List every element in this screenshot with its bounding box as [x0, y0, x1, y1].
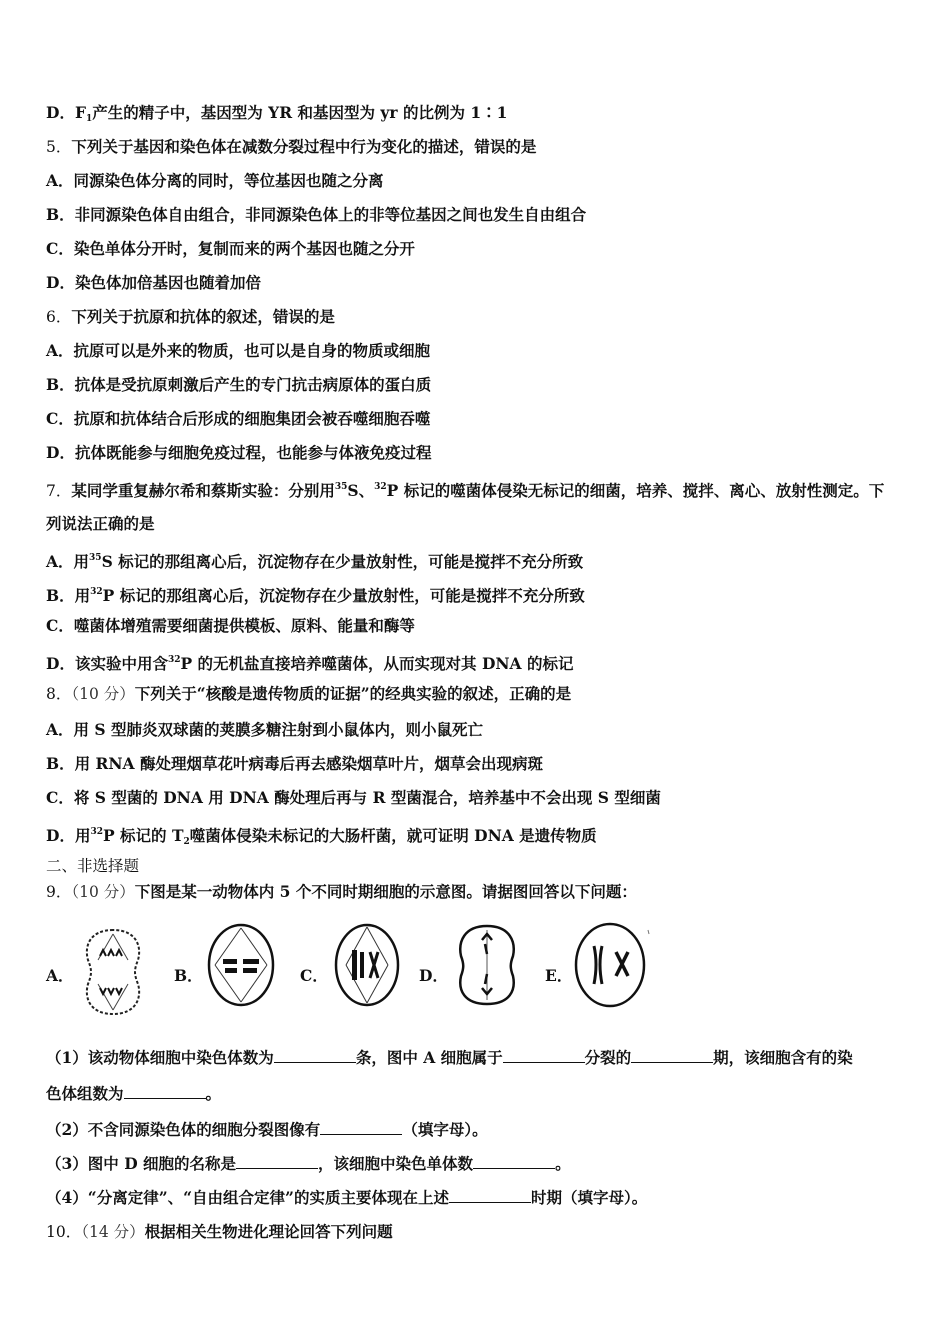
q8-option-a: A．用 S 型肺炎双球菌的荚膜多糖注射到小鼠体内，则小鼠死亡 [46, 720, 484, 739]
answer-blank[interactable] [236, 1154, 318, 1169]
cell-b-diagram [205, 922, 277, 1008]
q9-part-1-cont: 色体组数为 。 [46, 1084, 222, 1103]
q9-part-2: （2）不含同源染色体的细胞分裂图像有 （填字母）。 [46, 1120, 488, 1139]
answer-blank[interactable] [449, 1188, 531, 1203]
q6-option-b: B．抗体是受抗原刺激后产生的专门抗击病原体的蛋白质 [46, 375, 432, 394]
cell-label-b: B． [174, 966, 203, 985]
cell-c-diagram [332, 922, 402, 1008]
q8-option-b: B．用 RNA 酶处理烟草花叶病毒后再去感染烟草叶片，烟草会出现病斑 [46, 754, 543, 773]
q9-part-4: （4）“分离定律”、“自由组合定律”的实质主要体现在上述 时期（填字母）。 [46, 1188, 648, 1207]
q8-option-d: D．用$^{32}$P 标记的 $T_2$噬菌体侵染未标记的大肠杆菌，就可证明 DNA 是遗传物质 [46, 826, 597, 847]
q7-option-b: B．用$^{32}$P 标记的那组离心后，沉淀物存在少量放射性，可能是搅拌不充分所致 [46, 586, 585, 605]
q6-option-c: C．抗原和抗体结合后形成的细胞集团会被吞噬细胞吞噬 [46, 409, 431, 428]
answer-blank[interactable] [124, 1084, 206, 1099]
q7-stem-cont: 列说法正确的是 [46, 514, 155, 533]
cell-label-e: E． [545, 966, 573, 985]
cell-label-a: A． [46, 966, 74, 985]
q9-stem: 9．（10 分）下图是某一动物体内 5 个不同时期细胞的示意图。请据图回答以下问题： [46, 882, 637, 901]
cell-label-c: C． [300, 966, 328, 985]
q7-option-a: A．用$^{35}$S 标记的那组离心后，沉淀物存在少量放射性，可能是搅拌不充分所致 [46, 552, 584, 571]
q5-option-d: D．染色体加倍基因也随着加倍 [46, 273, 261, 292]
q6-option-a: A．抗原可以是外来的物质，也可以是自身的物质或细胞 [46, 341, 431, 360]
answer-blank[interactable] [473, 1154, 555, 1169]
q5-option-b: B．非同源染色体自由组合，非同源染色体上的非等位基因之间也发生自由组合 [46, 205, 587, 224]
q4-option-d: D．$F_1$产生的精子中，基因型为 YR 和基因型为 yr 的比例为 1∶1 [46, 103, 508, 124]
q6-option-d: D．抗体既能参与细胞免疫过程，也能参与体液免疫过程 [46, 443, 432, 462]
q7-option-d: D．该实验中用含$^{32}$P 的无机盐直接培养噬菌体，从而实现对其 DNA 的标记 [46, 654, 574, 673]
q10-stem: 10．（14 分）根据相关生物进化理论回答下列问题 [46, 1222, 393, 1241]
q7-stem: 7．某同学重复赫尔希和蔡斯实验：分别用$^{35}$S、$^{32}$P 标记的噬菌体侵染无标记的细菌，培养、搅拌、离心、放射性测定。下 [46, 481, 885, 500]
q8-stem: 8．（10 分）下列关于“核酸是遗传物质的证据”的经典实验的叙述，正确的是 [46, 684, 572, 703]
cell-label-d: D． [419, 966, 448, 985]
section-title-nonchoice: 二、非选择题 [46, 857, 140, 875]
q7-option-c: C．噬菌体增殖需要细菌提供模板、原料、能量和酶等 [46, 616, 415, 635]
answer-blank[interactable] [274, 1048, 356, 1063]
q5-option-a: A．同源染色体分离的同时，等位基因也随之分离 [46, 171, 384, 190]
cell-d-diagram [452, 922, 522, 1008]
q9-part-3: （3）图中 D 细胞的名称是 ，该细胞中染色单体数 。 [46, 1154, 571, 1173]
q5-option-c: C．染色单体分开时，复制而来的两个基因也随之分开 [46, 239, 415, 258]
q5-stem: 5．下列关于基因和染色体在减数分裂过程中行为变化的描述，错误的是 [46, 137, 537, 156]
q8-option-c: C．将 S 型菌的 DNA 用 DNA 酶处理后再与 R 型菌混合，培养基中不会出现 S 型细菌 [46, 788, 661, 807]
q6-stem: 6．下列关于抗原和抗体的叙述，错误的是 [46, 307, 335, 326]
answer-blank[interactable] [503, 1048, 585, 1063]
answer-blank[interactable] [320, 1120, 402, 1135]
q9-part-1: （1）该动物体细胞中染色体数为 条，图中 A 细胞属于 分裂的 期，该细胞含有的染 [46, 1048, 853, 1067]
answer-blank[interactable] [631, 1048, 713, 1063]
cell-a-diagram [78, 926, 148, 1018]
cell-e-diagram [572, 920, 652, 1010]
